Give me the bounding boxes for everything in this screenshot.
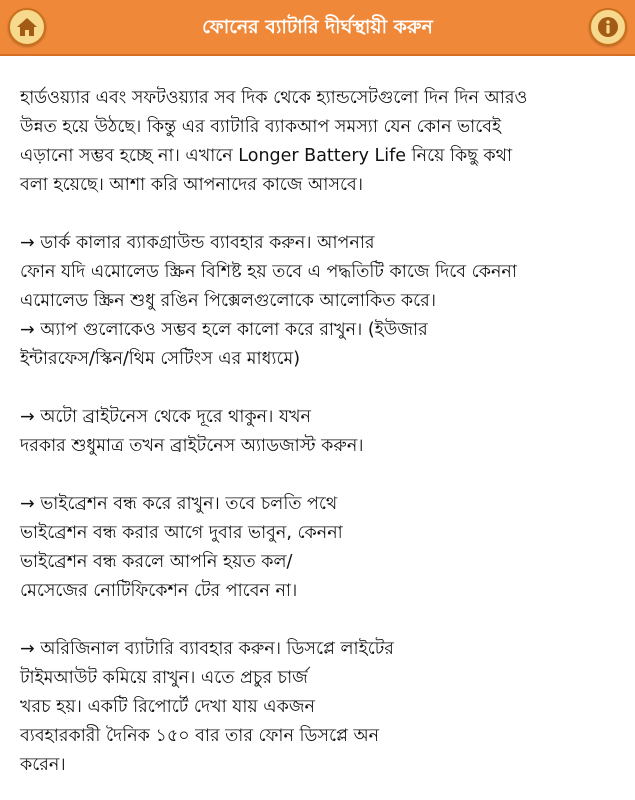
text-line: এমোলেড স্ক্রিন শুধু রঙিন পিক্সেলগুলোকে আলোকিত করে। (20, 291, 437, 311)
home-icon (16, 17, 38, 37)
text-line: এড়ানো সম্ভব হচ্ছে না। এখানে Longer Battery Life নিয়ে কিছু কথা (20, 146, 513, 166)
text-line: → ভাইব্রেশন বন্ধ করে রাখুন। তবে চলতি পথে (20, 494, 338, 514)
paragraph (20, 635, 620, 780)
text-line: টাইমআউট কমিয়ে রাখুন। এতে প্রচুর চার্জ (20, 668, 308, 688)
text-line: → অ্যাপ গুলোকেও সম্ভব হলে কালো করে রাখুন। (ইউজার (20, 320, 428, 340)
info-button[interactable] (589, 8, 627, 46)
paragraph (20, 84, 620, 200)
text-line: খরচ হয়। একটি রিপোর্টে দেখা যায় একজন (20, 697, 315, 717)
info-icon (597, 16, 619, 38)
header-bar (0, 0, 635, 56)
text-line: → অটো ব্রাইটনেস থেকে দূরে থাকুন। যখন (20, 407, 311, 427)
text-line: মেসেজের নোটিফিকেশন টের পাবেন না। (20, 581, 298, 601)
article-content (20, 84, 620, 800)
text-line: বলা হয়েছে। আশা করি আপনাদের কাজে আসবে। (20, 175, 364, 195)
text-line: ফোন যদি এমোলেড স্ক্রিন বিশিষ্ট হয় তবে এ পদ্ধতিটি কাজে দিবে কেননা (20, 262, 517, 282)
text-line: ভাইব্রেশন বন্ধ করলে আপনি হয়ত কল/ (20, 552, 293, 572)
paragraph (20, 403, 620, 461)
text-line: → ডার্ক কালার ব্যাকগ্রাউন্ড ব্যাবহার করুন। আপনার (20, 233, 375, 253)
text-line: হার্ডওয়্যার এবং সফটওয়্যার সব দিক থেকে হ্যান্ডসেটগুলো দিন দিন আরও (20, 88, 528, 108)
paragraph (20, 490, 620, 606)
paragraph (20, 229, 620, 374)
page-title: ফোনের ব্যাটারি দীর্ঘস্থায়ী করুন (202, 16, 433, 38)
home-button[interactable] (8, 8, 46, 46)
text-line: দরকার শুধুমাত্র তখন ব্রাইটনেস অ্যাডজাস্ট করুন। (20, 436, 364, 456)
text-line: উন্নত হয়ে উঠছে। কিন্তু এর ব্যাটারি ব্যাকআপ সমস্যা যেন কোন ভাবেই (20, 117, 502, 137)
text-line: ব্যবহারকারী দৈনিক ১৫০ বার তার ফোন ডিসপ্লে অন (20, 726, 380, 746)
text-line: → অরিজিনাল ব্যাটারি ব্যাবহার করুন। ডিসপ্লে লাইটের (20, 639, 394, 659)
text-line: ইন্টারফেস/স্কিন/থিম সেটিংস এর মাধ্যমে) (20, 349, 301, 369)
text-line: ভাইব্রেশন বন্ধ করার আগে দুবার ভাবুন, কেননা (20, 523, 343, 543)
text-line: করেন। (20, 755, 66, 775)
